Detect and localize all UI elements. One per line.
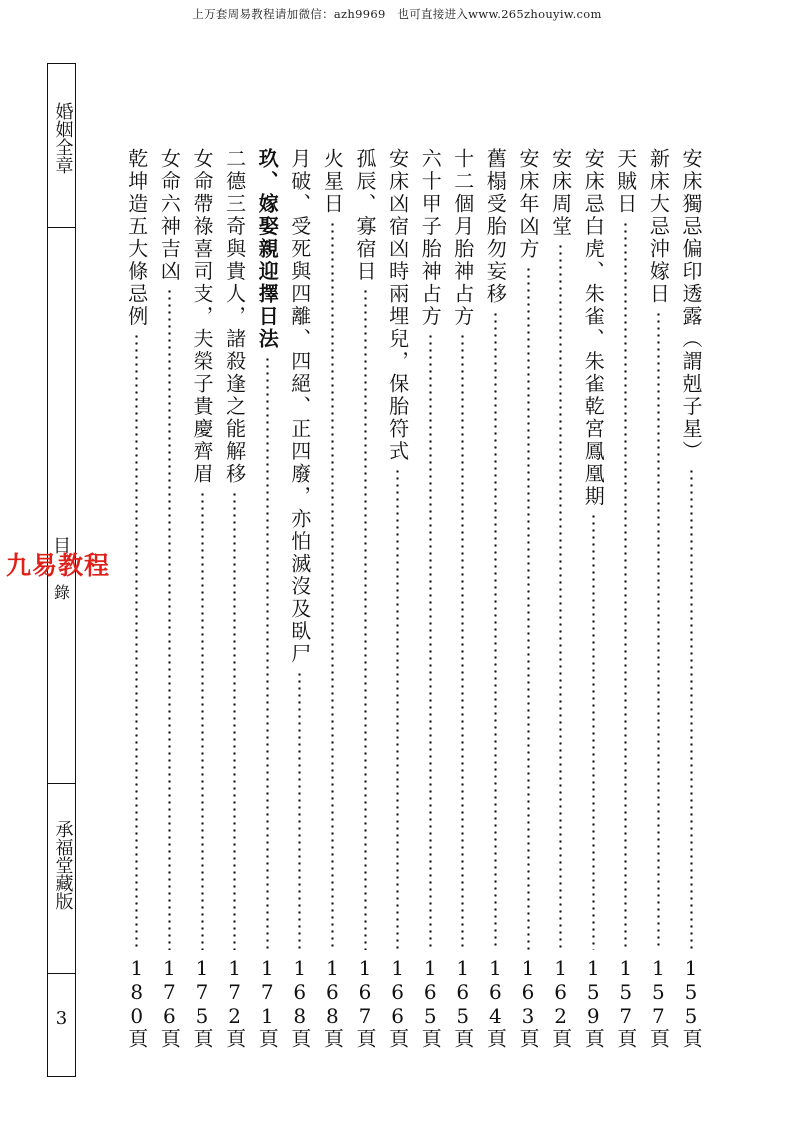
toc-entry bbox=[384, 148, 412, 1048]
toc-entry bbox=[318, 148, 346, 1048]
toc-entry-title: 安床年凶方 bbox=[516, 148, 540, 261]
toc-leader-dots bbox=[624, 221, 627, 951]
toc-entry-title: 十二個月胎神占方 bbox=[450, 148, 475, 328]
toc-entry-title: 玖、嫁娶親迎擇日法 bbox=[255, 148, 280, 351]
page-number: 3 bbox=[55, 1008, 68, 1029]
toc-entry-page: 164頁 bbox=[483, 956, 508, 1048]
toc-entry bbox=[351, 148, 379, 1048]
toc-entry bbox=[416, 148, 444, 1048]
toc-entry-title: 安床忌白虎、朱雀、朱雀乾宮鳳凰期 bbox=[581, 148, 606, 508]
toc-entry bbox=[221, 148, 249, 1048]
toc-entry-page: 180頁 bbox=[124, 956, 149, 1048]
toc-entry bbox=[286, 148, 314, 1048]
publisher-name: 承福堂藏版 bbox=[52, 820, 74, 910]
page-header-text: 上万套周易教程请加微信：azh9969 也可直接进入www.265zhouyiw.com bbox=[192, 7, 602, 21]
toc-leader-dots bbox=[266, 356, 269, 951]
toc-entry-page: 157頁 bbox=[646, 956, 671, 1048]
toc-leader-dots bbox=[396, 468, 399, 950]
toc-entry-title: 安床獨忌偏印透露（謂剋子星） bbox=[679, 148, 703, 463]
toc-heading bbox=[253, 148, 281, 1048]
toc-entry-page: 176頁 bbox=[157, 956, 182, 1048]
toc-entry bbox=[579, 148, 607, 1048]
toc-leader-dots bbox=[527, 266, 530, 951]
toc-entry-page: 155頁 bbox=[679, 956, 703, 1048]
toc-entry-title: 月破、受死與四離、四絕、正四廢，亦怕滅沒及臥尸 bbox=[287, 148, 312, 666]
toc-entry-page: 171頁 bbox=[255, 956, 280, 1048]
toc-leader-dots bbox=[592, 513, 595, 950]
toc-leader-dots bbox=[364, 288, 367, 950]
toc-entry bbox=[481, 148, 509, 1048]
toc-entry-title: 天賊日 bbox=[613, 148, 638, 216]
toc-leader-dots bbox=[559, 243, 562, 950]
toc-entry-title: 火星日 bbox=[320, 148, 345, 216]
toc-entry-title: 安床周堂 bbox=[548, 148, 573, 238]
toc-entry bbox=[547, 148, 575, 1048]
toc-entry-page: 167頁 bbox=[353, 956, 377, 1048]
toc-entry-title: 女命六神吉凶 bbox=[157, 148, 182, 283]
toc-entry-page: 165頁 bbox=[418, 956, 443, 1048]
toc-entry bbox=[677, 148, 705, 1048]
toc-entry bbox=[123, 148, 151, 1048]
toc-entry-page: 175頁 bbox=[190, 956, 214, 1048]
toc-entry bbox=[155, 148, 183, 1048]
toc-entry bbox=[644, 148, 672, 1048]
side-cell-book-title bbox=[48, 64, 75, 227]
toc-leader-dots bbox=[201, 491, 204, 951]
toc-leader-dots bbox=[657, 311, 660, 951]
toc-entry-page: 157頁 bbox=[613, 956, 638, 1048]
toc-entry-title: 舊榻受胎勿妄移 bbox=[483, 148, 508, 306]
toc-entry-page: 166頁 bbox=[385, 956, 410, 1048]
side-cell-page-number bbox=[48, 973, 75, 1076]
toc-entry bbox=[188, 148, 216, 1048]
toc-entry-page: 172頁 bbox=[222, 956, 247, 1048]
toc-entry-page: 165頁 bbox=[450, 956, 475, 1048]
toc-entry bbox=[514, 148, 542, 1048]
watermark-logo: 九易教程 bbox=[6, 551, 111, 580]
toc-leader-dots bbox=[298, 671, 301, 951]
toc-entry-title: 新床大忌沖嫁日 bbox=[646, 148, 671, 306]
toc-leader-dots bbox=[461, 333, 464, 950]
side-cell-section bbox=[48, 227, 75, 784]
toc-leader-dots bbox=[494, 311, 497, 951]
toc-entry bbox=[612, 148, 640, 1048]
toc-entry-title: 孤辰、寡宿日 bbox=[353, 148, 377, 283]
book-title: 婚姻全章 bbox=[52, 102, 74, 174]
toc-entry-title: 二德三奇與貴人，諸殺逢之能解移 bbox=[222, 148, 247, 486]
toc-entry-page: 168頁 bbox=[287, 956, 312, 1048]
toc-entry-title: 女命帶祿喜司支，夫榮子貴慶齊眉 bbox=[190, 148, 214, 486]
toc-leader-dots bbox=[168, 288, 171, 950]
section-label-lu: 錄 bbox=[54, 583, 71, 602]
toc-entry-page: 168頁 bbox=[320, 956, 345, 1048]
toc-entry-page: 159頁 bbox=[581, 956, 606, 1048]
toc-entry bbox=[449, 148, 477, 1048]
toc-leader-dots bbox=[135, 333, 138, 950]
toc-leader-dots bbox=[233, 491, 236, 951]
toc-entry-page: 162頁 bbox=[548, 956, 573, 1048]
toc-entry-page: 163頁 bbox=[516, 956, 540, 1048]
toc-leader-dots bbox=[331, 221, 334, 951]
section-label-mu: 目 bbox=[53, 536, 71, 557]
toc-leader-dots bbox=[429, 333, 432, 950]
toc-leader-dots bbox=[690, 468, 693, 950]
side-cell-publisher bbox=[48, 783, 75, 974]
toc-entry-title: 安床凶宿凶時兩埋兒，保胎符式 bbox=[385, 148, 410, 463]
toc-entry-title: 六十甲子胎神占方 bbox=[418, 148, 443, 328]
toc-entry-title: 乾坤造五大條忌例 bbox=[124, 148, 149, 328]
